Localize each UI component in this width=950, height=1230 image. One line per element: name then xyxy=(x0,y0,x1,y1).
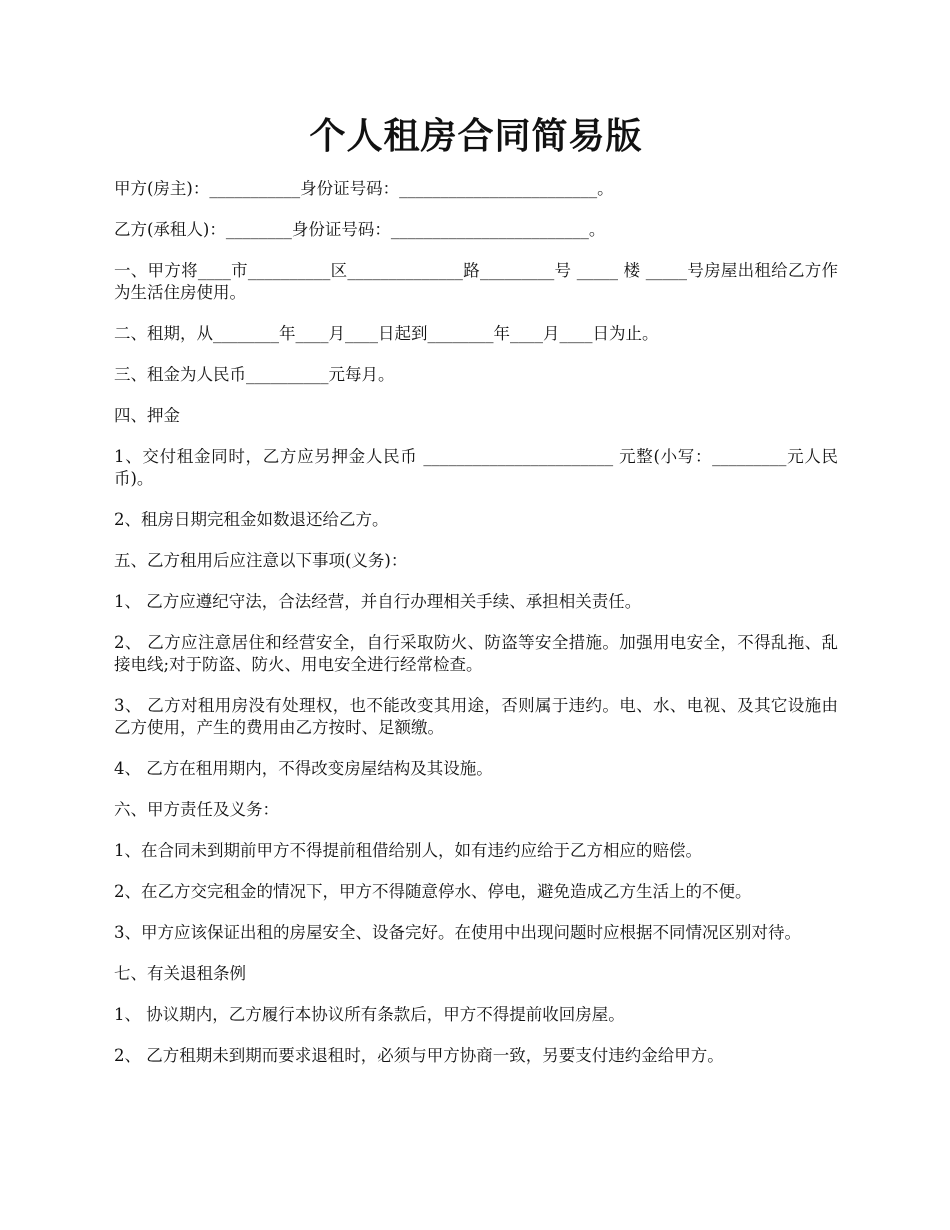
clause-5-item-2: 2、 乙方应注意居住和经营安全，自行采取防火、防盗等安全措施。加强用电安全，不得乱拖、乱接电线;对于防盗、防火、用电安全进行经常检查。 xyxy=(114,633,838,674)
clause-3-rent: 三、租金为人民币__________元每月。 xyxy=(114,365,395,384)
document-title: 个人租房合同简易版 xyxy=(309,115,643,157)
clause-7-heading: 七、有关退租条例 xyxy=(114,964,246,983)
clause-1-property: 一、甲方将____市__________区______________路_________号 _____ 楼 _____号房屋出租给乙方作为生活住房使用。 xyxy=(114,261,838,302)
clause-5-heading: 五、乙方租用后应注意以下事项(义务)： xyxy=(114,551,408,570)
clause-7-item-2: 2、 乙方租期未到期而要求退租时，必须与甲方协商一致，另要支付违约金给甲方。 xyxy=(114,1046,724,1065)
clause-2-term: 二、租期，从________年____月____日起到________年____月____日为止。 xyxy=(114,324,659,343)
clause-6-heading: 六、甲方责任及义务： xyxy=(114,800,279,819)
party-a-line: 甲方(房主)：___________身份证号码：________________________。 xyxy=(114,179,614,198)
clause-6-item-1: 1、在合同未到期前甲方不得提前租借给别人，如有违约应给于乙方相应的赔偿。 xyxy=(114,841,702,860)
clause-5-item-1: 1、 乙方应遵纪守法，合法经营，并自行办理相关手续、承担相关责任。 xyxy=(114,592,642,611)
clause-4-item-1: 1、交付租金同时，乙方应另押金人民币 _______________________ 元整(小写：_________元人民币)。 xyxy=(114,447,838,488)
clause-6-item-2: 2、在乙方交完租金的情况下，甲方不得随意停水、停电，避免造成乙方生活上的不便。 xyxy=(114,882,752,901)
clause-7-item-1: 1、 协议期内，乙方履行本协议所有条款后，甲方不得提前收回房屋。 xyxy=(114,1005,625,1024)
clause-6-item-3: 3、甲方应该保证出租的房屋安全、设备完好。在使用中出现问题时应根据不同情况区别对待。 xyxy=(114,923,801,942)
clause-5-item-4: 4、 乙方在租用期内，不得改变房屋结构及其设施。 xyxy=(114,759,493,778)
clause-4-item-2: 2、租房日期完租金如数退还给乙方。 xyxy=(114,510,389,529)
clause-4-heading: 四、押金 xyxy=(114,406,180,425)
clause-5-item-3: 3、 乙方对租用房没有处理权，也不能改变其用途，否则属于违约。电、水、电视、及其它设施由乙方使用，产生的费用由乙方按时、足额缴。 xyxy=(114,696,838,737)
document-page xyxy=(114,112,838,1086)
party-b-line: 乙方(承租人)：________身份证号码：________________________。 xyxy=(114,220,606,239)
